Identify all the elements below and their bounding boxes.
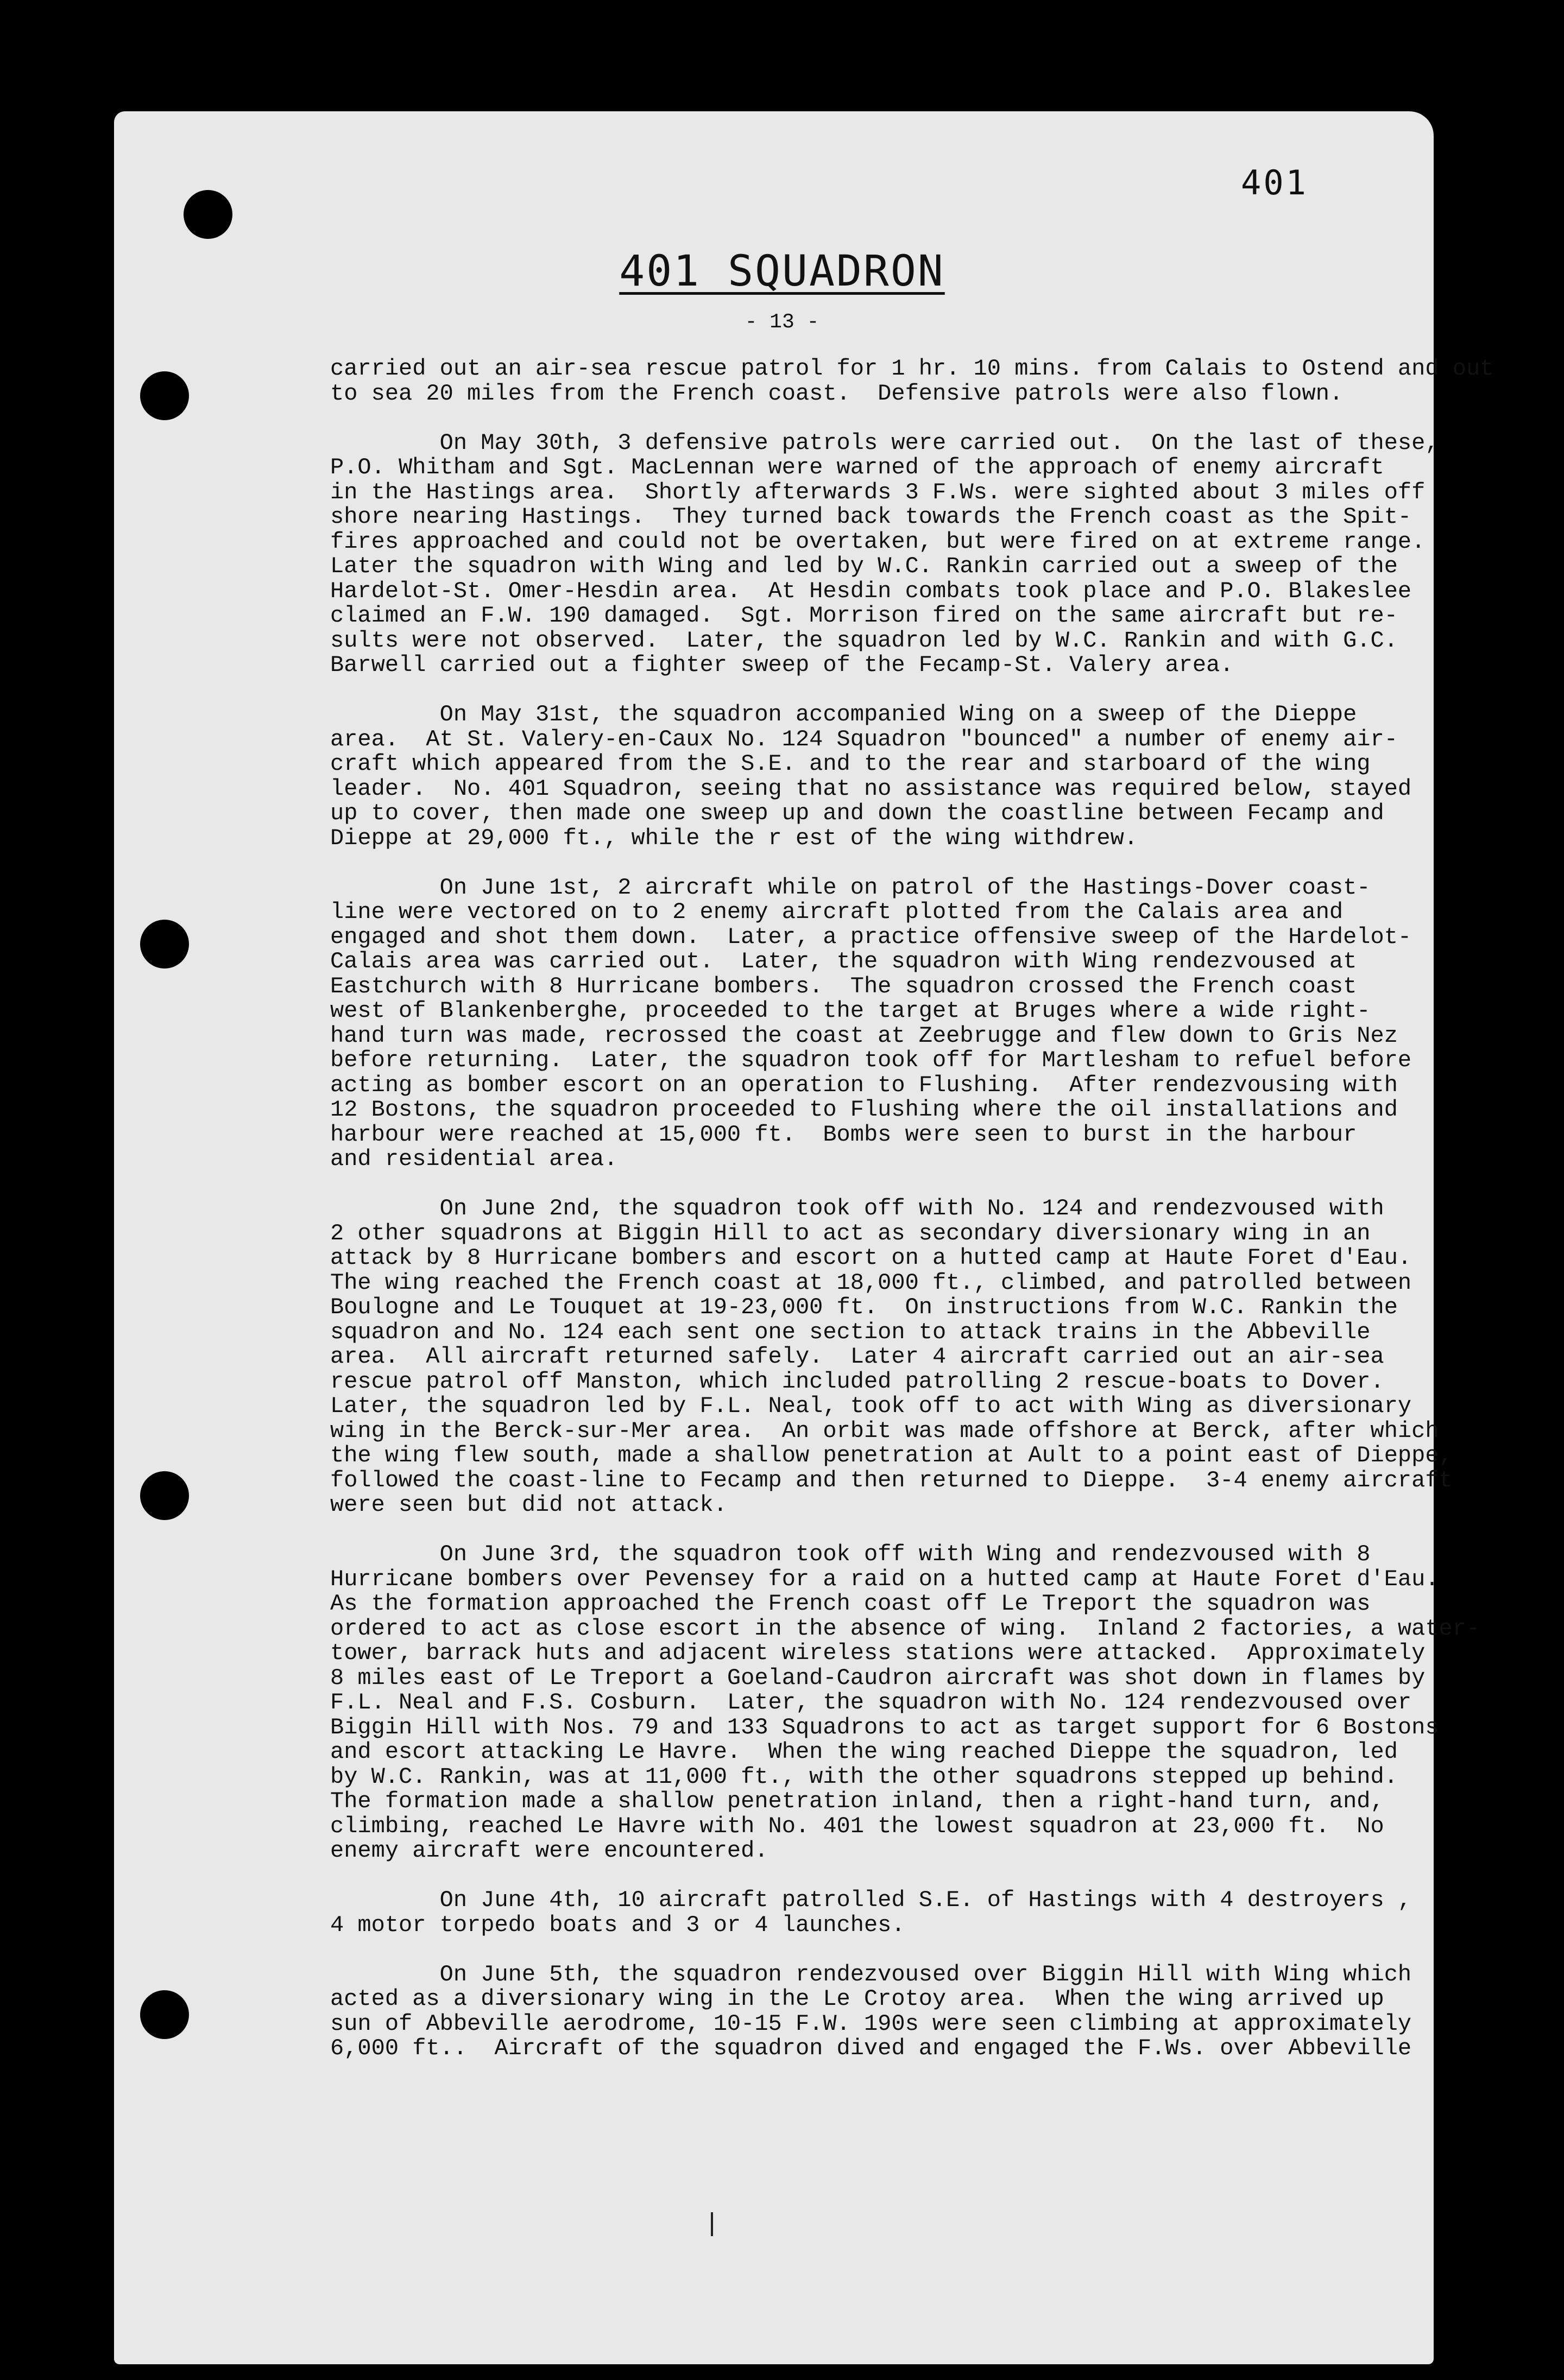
text-line: and residential area. bbox=[330, 1146, 618, 1172]
text-line: On June 3rd, the squadron took off with Wing and rendezvoused with 8 bbox=[330, 1541, 1371, 1567]
document-body bbox=[330, 356, 1494, 2086]
text-line: to sea 20 miles from the French coast. Defensive patrols were also flown. bbox=[330, 380, 1344, 407]
text-line: On June 2nd, the squadron took off with No. 124 and rendezvoused with bbox=[330, 1195, 1384, 1221]
text-line: followed the coast-line to Fecamp and then returned to Dieppe. 3-4 enemy aircraft bbox=[330, 1467, 1453, 1493]
text-line: Biggin Hill with Nos. 79 and 133 Squadrons to act as target support for 6 Bostons bbox=[330, 1714, 1439, 1740]
text-line: shore nearing Hastings. They turned back towards the French coast as the Spit- bbox=[330, 504, 1412, 530]
text-line: line were vectored on to 2 enemy aircraft plotted from the Calais area and bbox=[330, 899, 1344, 925]
text-line: up to cover, then made one sweep up and down the coastline between Fecamp and bbox=[330, 800, 1384, 826]
text-line: west of Blankenberghe, proceeded to the target at Bruges where a wide right- bbox=[330, 998, 1371, 1024]
text-line: On June 5th, the squadron rendezvoused over Biggin Hill with Wing which bbox=[330, 1961, 1412, 1987]
punch-hole-3 bbox=[140, 920, 189, 969]
text-line: sun of Abbeville aerodrome, 10-15 F.W. 190s were seen climbing at approximately bbox=[330, 2010, 1412, 2037]
text-line: in the Hastings area. Shortly afterwards 3 F.Ws. were sighted about 3 miles off bbox=[330, 479, 1426, 505]
text-line: hand turn was made, recrossed the coast at Zeebrugge and flew down to Gris Nez bbox=[330, 1022, 1398, 1049]
text-line: Calais area was carried out. Later, the squadron with Wing rendezvoused at bbox=[330, 948, 1357, 974]
text-line: by W.C. Rankin, was at 11,000 ft., with the other squadrons stepped up behind. bbox=[330, 1763, 1398, 1790]
text-line: Later the squadron with Wing and led by W.C. Rankin carried out a sweep of the bbox=[330, 553, 1398, 579]
text-line: craft which appeared from the S.E. and to the rear and starboard of the wing bbox=[330, 751, 1371, 777]
text-line: area. All aircraft returned safely. Later 4 aircraft carried out an air-sea bbox=[330, 1344, 1384, 1370]
text-line: Eastchurch with 8 Hurricane bombers. The squadron crossed the French coast bbox=[330, 973, 1357, 999]
page-title bbox=[0, 247, 1564, 296]
text-line: claimed an F.W. 190 damaged. Sgt. Morrison fired on the same aircraft but re- bbox=[330, 603, 1398, 629]
text-line: Boulogne and Le Touquet at 19-23,000 ft. On instructions from W.C. Rankin the bbox=[330, 1294, 1398, 1320]
text-line: F.L. Neal and F.S. Cosburn. Later, the squadron with No. 124 rendezvoused over bbox=[330, 1689, 1412, 1716]
text-line: the wing flew south, made a shallow penetration at Ault to a point east of Dieppe, bbox=[330, 1442, 1453, 1468]
paragraph bbox=[330, 1195, 1453, 1518]
paragraph bbox=[330, 876, 1449, 1172]
text-line: acted as a diversionary wing in the Le Crotoy area. When the wing arrived up bbox=[330, 1986, 1384, 2012]
text-line: Later, the squadron led by F.L. Neal, took off to act with Wing as diversionary bbox=[330, 1393, 1412, 1419]
text-line: On June 4th, 10 aircraft patrolled S.E. of Hastings with 4 destroyers , bbox=[330, 1887, 1412, 1913]
text-line: Barwell carried out a fighter sweep of the Fecamp-St. Valery area. bbox=[330, 652, 1234, 678]
text-line: rescue patrol off Manston, which included patrolling 2 rescue-boats to Dover. bbox=[330, 1368, 1384, 1395]
text-line: and escort attacking Le Havre. When the wing reached Dieppe the squadron, led bbox=[330, 1739, 1398, 1765]
text-line: Hardelot-St. Omer-Hesdin area. At Hesdin combats took place and P.O. Blakeslee bbox=[330, 578, 1412, 604]
text-line: On May 30th, 3 defensive patrols were carried out. On the last of these, bbox=[330, 429, 1439, 456]
punch-hole-1 bbox=[184, 190, 232, 239]
bottom-mark bbox=[711, 2212, 713, 2236]
text-line: P.O. Whitham and Sgt. MacLennan were warned of the approach of enemy aircraft bbox=[330, 454, 1384, 480]
text-line: acting as bomber escort on an operation to Flushing. After rendezvousing with bbox=[330, 1072, 1398, 1098]
text-line: The formation made a shallow penetration inland, then a right-hand turn, and, bbox=[330, 1788, 1384, 1814]
text-line: Dieppe at 29,000 ft., while the r est of the wing withdrew. bbox=[330, 825, 1138, 851]
text-line: were seen but did not attack. bbox=[330, 1492, 727, 1518]
paragraph bbox=[330, 431, 1449, 678]
text-line: On June 1st, 2 aircraft while on patrol of the Hastings-Dover coast- bbox=[330, 874, 1371, 901]
text-line: leader. No. 401 Squadron, seeing that no assistance was required below, stayed bbox=[330, 775, 1412, 802]
text-line: tower, barrack huts and adjacent wireless stations were attacked. Approximately bbox=[330, 1640, 1426, 1666]
text-line: 6,000 ft.. Aircraft of the squadron dived and engaged the F.Ws. over Abbeville bbox=[330, 2035, 1412, 2061]
text-line: enemy aircraft were encountered. bbox=[330, 1838, 768, 1864]
page-number: 401 bbox=[1241, 163, 1308, 202]
punch-hole-4 bbox=[140, 1471, 189, 1520]
paragraph bbox=[330, 1888, 1449, 1938]
punch-hole-5 bbox=[140, 1990, 189, 2039]
text-line: attack by 8 Hurricane bombers and escort on a hutted camp at Haute Foret d'Eau. bbox=[330, 1245, 1412, 1271]
text-line: As the formation approached the French coast off Le Treport the squadron was bbox=[330, 1591, 1371, 1617]
text-line: 4 motor torpedo boats and 3 or 4 launches. bbox=[330, 1911, 905, 1938]
text-line: The wing reached the French coast at 18,000 ft., climbed, and patrolled between bbox=[330, 1269, 1412, 1296]
text-line: 2 other squadrons at Biggin Hill to act as secondary diversionary wing in an bbox=[330, 1220, 1371, 1246]
text-line: fires approached and could not be overtaken, but were fired on at extreme range. bbox=[330, 528, 1426, 555]
page-title-text: 401 SQUADRON bbox=[619, 247, 945, 296]
text-line: harbour were reached at 15,000 ft. Bombs were seen to burst in the harbour bbox=[330, 1121, 1357, 1148]
text-line: before returning. Later, the squadron took off for Martlesham to refuel before bbox=[330, 1047, 1412, 1073]
text-line: Hurricane bombers over Pevensey for a raid on a hutted camp at Haute Foret d'Eau. bbox=[330, 1566, 1439, 1592]
text-line: carried out an air-sea rescue patrol for 1 hr. 10 mins. from Calais to Ostend and out bbox=[330, 356, 1494, 382]
text-line: 12 Bostons, the squadron proceeded to Flushing where the oil installations and bbox=[330, 1097, 1398, 1123]
text-line: ordered to act as close escort in the absence of wing. Inland 2 factories, a water- bbox=[330, 1615, 1480, 1642]
text-line: On May 31st, the squadron accompanied Wing on a sweep of the Dieppe bbox=[330, 701, 1357, 727]
paragraph bbox=[330, 1963, 1449, 2061]
paragraph bbox=[330, 1541, 1480, 1864]
text-line: squadron and No. 124 each sent one section to attack trains in the Abbeville bbox=[330, 1319, 1371, 1345]
sheet-number: - 13 - bbox=[745, 311, 819, 334]
punch-hole-2 bbox=[140, 371, 189, 420]
paragraph bbox=[330, 702, 1449, 851]
paragraph bbox=[330, 356, 1494, 407]
text-line: 8 miles east of Le Treport a Goeland-Caudron aircraft was shot down in flames by bbox=[330, 1664, 1426, 1691]
text-line: climbing, reached Le Havre with No. 401 the lowest squadron at 23,000 ft. No bbox=[330, 1813, 1384, 1839]
text-line: wing in the Berck-sur-Mer area. An orbit was made offshore at Berck, after which bbox=[330, 1417, 1439, 1444]
text-line: engaged and shot them down. Later, a practice offensive sweep of the Hardelot- bbox=[330, 923, 1412, 950]
text-line: sults were not observed. Later, the squadron led by W.C. Rankin and with G.C. bbox=[330, 627, 1398, 654]
text-line: area. At St. Valery-en-Caux No. 124 Squadron "bounced" a number of enemy air- bbox=[330, 726, 1398, 752]
